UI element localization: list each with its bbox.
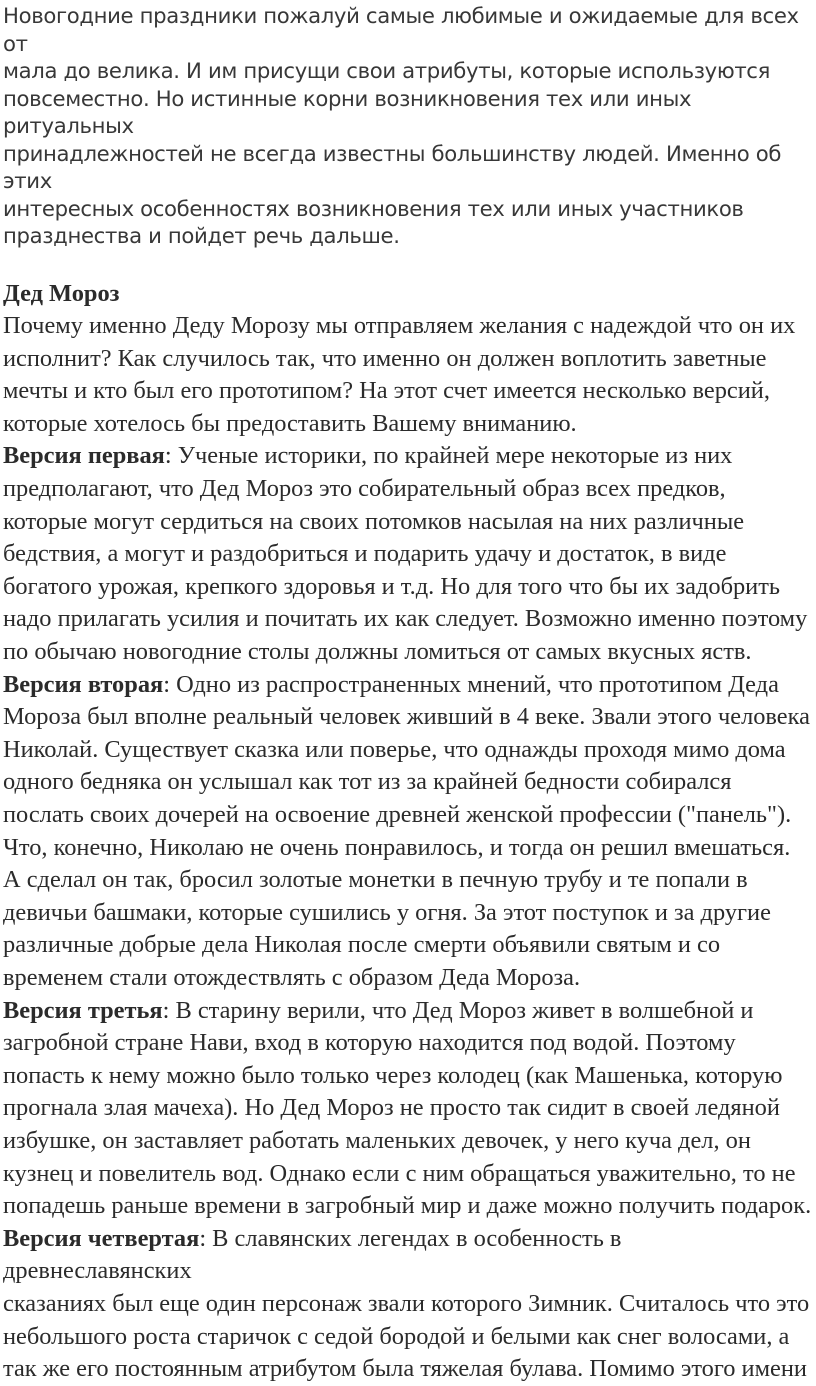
version-1-text: : Ученые историки, по крайней мере некоторые из них предполагают, что Дед Мороз это собирательный образ всех предков, которые могут сердиться на своих потомков насылая на них различные бедствия, а могут и раздобриться и подарить удачу и достаток, в виде богатого урожая, крепкого здоровья и т.д. Но для того что бы их задобрить надо прилагать усилия и почитать их как следует. Возможно именно поэтому по обычаю новогодние столы должны ломиться от самых вкусных яств.	[3, 442, 808, 666]
version-2-label: Версия вторая	[3, 670, 164, 698]
article-body	[3, 278, 812, 1386]
lead-paragraph: Почему именно Деду Морозу мы отправляем желания с надеждой что он их исполнит? Как случилось так, что именно он должен воплотить заветные мечты и кто был его прототипом? На этот счет имеется несколько версий, которые хотелось бы предоставить Вашему вниманию.	[3, 312, 796, 437]
paragraph-spacer	[3, 250, 812, 278]
intro-paragraph: Новогодние праздники пожалуй самые любимые и ожидаемые для всех от мала до велика. И им присущи свои атрибуты, которые используются повсеместно. Но истинные корни возникновения тех или иных ритуальных принадлежностей не всегда известны большинству людей. Именно об этих интересных особенностях возникновения тех или иных участников празднества и пойдет речь дальше.	[3, 3, 799, 248]
version-1-label: Версия первая	[3, 442, 165, 470]
version-2-text: : Одно из распространенных мнений, что прототипом Деда Мороза был вполне реальный человек живший в 4 веке. Звали этого человека Николай. Существует сказка или поверье, что однажды проходя мимо дома одного бедняка он услышал как тот из за крайней бедности собирался послать своих дочерей на освоение древней женской профессии ("панель"). Что, конечно, Николаю не очень понравилось, и тогда он решил вмешаться. А сделал он так, бросил золотые монетки в печную трубу и те попали в девичьи башмаки, которые сушились у огня. За этот поступок и за другие различные добрые дела Николая после смерти объявили святым и со временем стали отождествлять с образом Деда Мороза.	[3, 670, 810, 991]
version-3-text: : В старину верили, что Дед Мороз живет в волшебной и загробной стране Нави, вход в которую находится под водой. Поэтому попасть к нему можно было только через колодец (как Машенька, которую прогнала злая мачеха). Но Дед Мороз не просто так сидит в своей ледяной избушке, он заставляет работать маленьких девочек, у него куча дел, он кузнец и повелитель вод. Однако если с ним обращаться уважительно, то не попадешь раньше времени в загробный мир и даже можно получить подарок.	[3, 996, 812, 1220]
section-heading: Дед Мороз	[3, 279, 120, 307]
version-4-text: : В славянских легендах в особенность в древнеславянских сказаниях был еще один персонаж звали которого Зимник. Считалось что это небольшого роста старичок с седой бородой и белыми как снег волосами, а так же его постоянным атрибутом была тяжелая булава. Помимо этого имени	[3, 1224, 810, 1383]
version-3-label: Версия третья	[3, 996, 163, 1024]
version-4-label: Версия четвертая	[3, 1224, 200, 1252]
